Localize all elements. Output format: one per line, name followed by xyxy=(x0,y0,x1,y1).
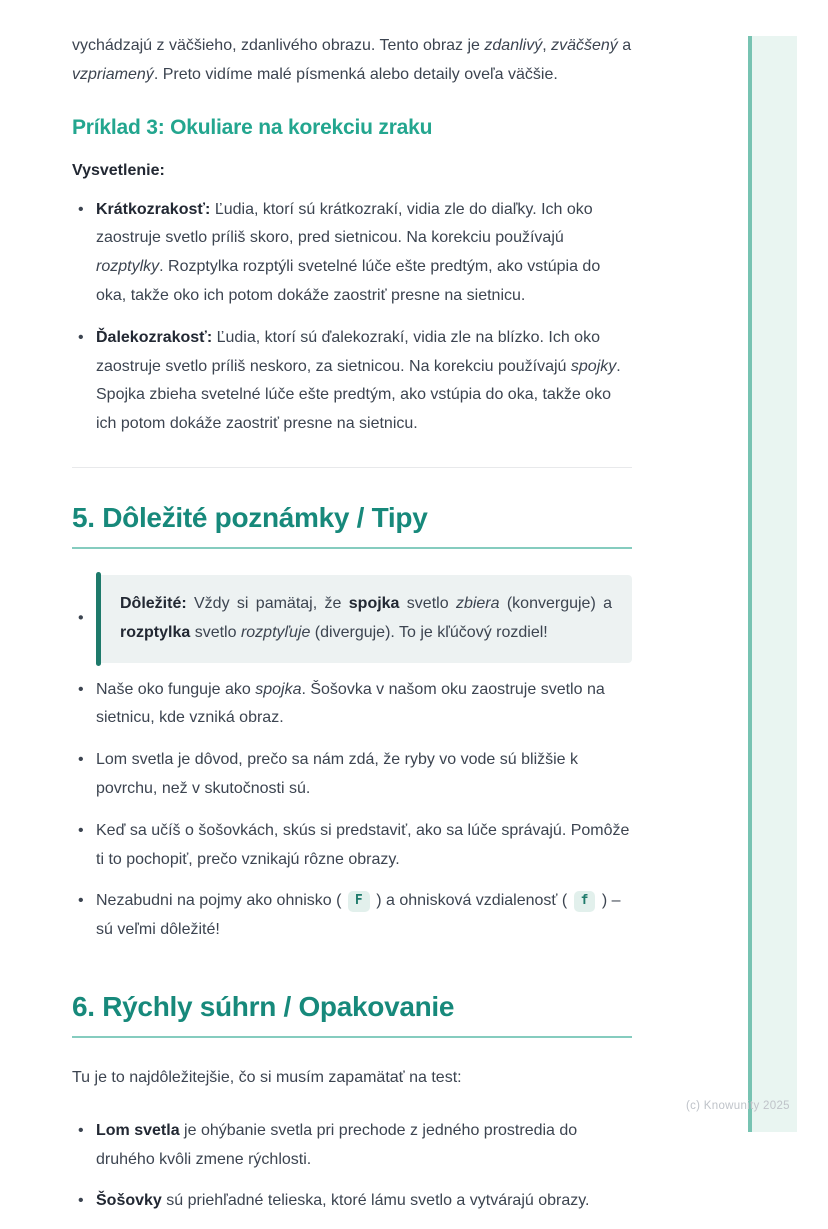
list-item xyxy=(72,575,632,663)
explanation-label: Vysvetlenie: xyxy=(72,161,165,179)
list-item: • Lom svetla je dôvod, prečo sa nám zdá, že ryby vo vode sú bližšie k povrchu, než v skutočnosti sú. xyxy=(72,746,632,804)
example-heading: Príklad 3: Okuliare na korekciu zraku xyxy=(72,115,433,139)
list-item: • Keď sa učíš o šošovkách, skús si predstaviť, ako sa lúče správajú. Pomôže ti to pochopiť, prečo vznikajú rôzne obrazy. xyxy=(72,817,632,875)
intro-paragraph: vychádzajú z väčšieho, zdanlivého obrazu. Tento obraz je zdanlivý, zväčšený a vzpriamený. Preto vidíme malé písmenká alebo detaily oveľa väčšie. xyxy=(72,37,632,83)
page-edge-accent-band xyxy=(748,36,797,1132)
section5-heading: 5. Dôležité poznámky / Tipy xyxy=(72,502,632,549)
list-item: • Krátkozrakosť: Ľudia, ktorí sú krátkozrakí, vidia zle do diaľky. Ich oko zaostruje svetlo príliš skoro, pred sietnicou. Na korekciu používajú rozptylky. Rozptylka rozptýli svetelné lúče ešte predtým, ako vstúpia do oka, takže oko ich potom dokáže zaostriť presne na sietnicu. xyxy=(72,196,632,311)
list-item: • Šošovky sú priehľadné telieska, ktoré lámu svetlo a vytvárajú obrazy. xyxy=(72,1187,632,1216)
example-bullet-list xyxy=(72,196,632,439)
list-item: • Lom svetla je ohýbanie svetla pri prechode z jedného prostredia do druhého kvôli zmene rýchlosti. xyxy=(72,1117,632,1175)
section6-heading: 6. Rýchly súhrn / Opakovanie xyxy=(72,991,632,1038)
callout-text: • Dôležité: Vždy si pamätaj, že spojka svetlo zbiera (konverguje) a rozptylka svetlo rozptyľuje (diverguje). To je kľúčový rozdiel! xyxy=(120,594,613,641)
list-item: • Nezabudni na pojmy ako ohnisko ( F ) a ohnisková vzdialenosť ( f ) – sú veľmi dôležité! xyxy=(72,887,632,945)
document-content xyxy=(72,32,632,1229)
list-item: • Naše oko funguje ako spojka. Šošovka v našom oku zaostruje svetlo na sietnicu, kde vzniká obraz. xyxy=(72,676,632,734)
summary-intro: Tu je to najdôležitejšie, čo si musím zapamätať na test: xyxy=(72,1068,462,1086)
copyright-watermark: (c) Knowunity 2025 xyxy=(686,1100,790,1112)
important-callout xyxy=(96,575,632,663)
inline-code-badge: F xyxy=(348,891,370,912)
summary-list xyxy=(72,1117,632,1216)
tips-list xyxy=(72,575,632,945)
inline-code-badge: f xyxy=(574,891,596,912)
section-divider xyxy=(72,467,632,468)
list-item: • Ďalekozrakosť: Ľudia, ktorí sú ďalekozrakí, vidia zle na blízko. Ich oko zaostruje svetlo príliš neskoro, za sietnicou. Na korekciu používajú spojky. Spojka zbieha svetelné lúče ešte predtým, ako vstúpia do oka, takže oko ich potom dokáže zaostriť presne na sietnicu. xyxy=(72,324,632,439)
